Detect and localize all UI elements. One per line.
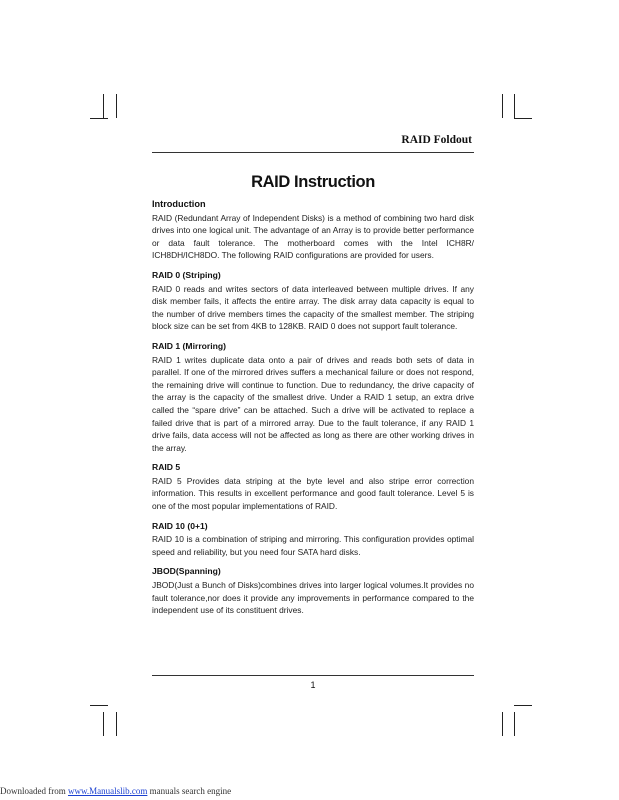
section-heading: Introduction	[152, 199, 206, 209]
crop-mark	[514, 705, 532, 706]
crop-mark	[514, 94, 515, 118]
section-heading: RAID 5	[152, 462, 181, 473]
section-paragraph: RAID 0 reads and writes sectors of data interleaved between multiple drives. If any disk member fails, it affects the entire array. The disk array data capacity is equal to the number of drive members times the capacity of the smallest member. The striping block size can be set from 4KB to 128KB. RAID 0 does not support fault tolerance.	[152, 283, 474, 332]
section-raid5	[152, 461, 474, 512]
running-header: RAID Foldout	[401, 134, 472, 146]
section-paragraph: RAID (Redundant Array of Independent Disks) is a method of combining two hard disk drives into one logical unit. The advantage of an Array is to provide better performance or data fault tolerance. The motherboard comes with the Intel ICH8R/ ICH8DH/ICH8DO. The following RAID configurations are provided for users.	[152, 212, 474, 261]
section-paragraph: RAID 5 Provides data striping at the byte level and also stripe error correction information. This results in excellent performance and good fault tolerance. Level 5 is one of the most popular implementations of RAID.	[152, 475, 474, 512]
section-raid1	[152, 340, 474, 454]
manualslib-link[interactable]: www.Manualslib.com	[67, 786, 148, 796]
header-rule	[152, 152, 474, 153]
section-heading: JBOD(Spanning)	[152, 566, 221, 577]
crop-mark	[502, 94, 503, 118]
crop-mark	[514, 118, 532, 119]
section-heading: RAID 0 (Striping)	[152, 269, 221, 280]
section-paragraph: JBOD(Just a Bunch of Disks)combines drives into larger logical volumes.It provides no fault tolerance,nor does it provide any improvements in performance compared to the independent use of its constituent drives.	[152, 580, 474, 616]
page-number: 1	[310, 680, 316, 690]
section-paragraph: RAID 10 is a combination of striping and mirroring. This configuration provides optimal speed and reliability, but you need four SATA hard disks.	[152, 534, 474, 557]
crop-mark	[514, 712, 515, 736]
section-raid0	[152, 269, 474, 333]
section-paragraph: RAID 1 writes duplicate data onto a pair of drives and reads both sets of data in parallel. If one of the mirrored drives suffers a mechanical failure or does not respond, the remaining drive will continue to function. Due to redundancy, the drive capacity of the array is the capacity of the smallest drive. Under a RAID 1 setup, an extra drive called the “spare drive” can be attached. Such a drive will be activated to replace a failed drive that is part of a mirrored array. Due to the fault tolerance, if any RAID 1 drive fails, data access will not be affected as long as there are other working drives in the array.	[152, 354, 474, 453]
crop-mark	[116, 94, 117, 118]
footer-suffix: manuals search engine	[147, 786, 232, 796]
crop-mark	[90, 705, 108, 706]
section-heading: RAID 10 (0+1)	[152, 520, 208, 531]
section-introduction	[152, 198, 474, 262]
document-body	[152, 198, 474, 624]
crop-mark	[90, 118, 108, 119]
crop-mark	[116, 712, 117, 736]
section-heading: RAID 1 (Mirroring)	[152, 340, 226, 351]
page-title: RAID Instruction	[251, 173, 375, 191]
crop-mark	[103, 712, 104, 736]
footer-rule	[152, 675, 474, 676]
crop-mark	[103, 94, 104, 118]
crop-mark	[502, 712, 503, 736]
section-raid10	[152, 520, 474, 559]
section-jbod	[152, 565, 474, 616]
download-footer	[0, 786, 231, 796]
footer-prefix: Downloaded from	[0, 786, 68, 796]
